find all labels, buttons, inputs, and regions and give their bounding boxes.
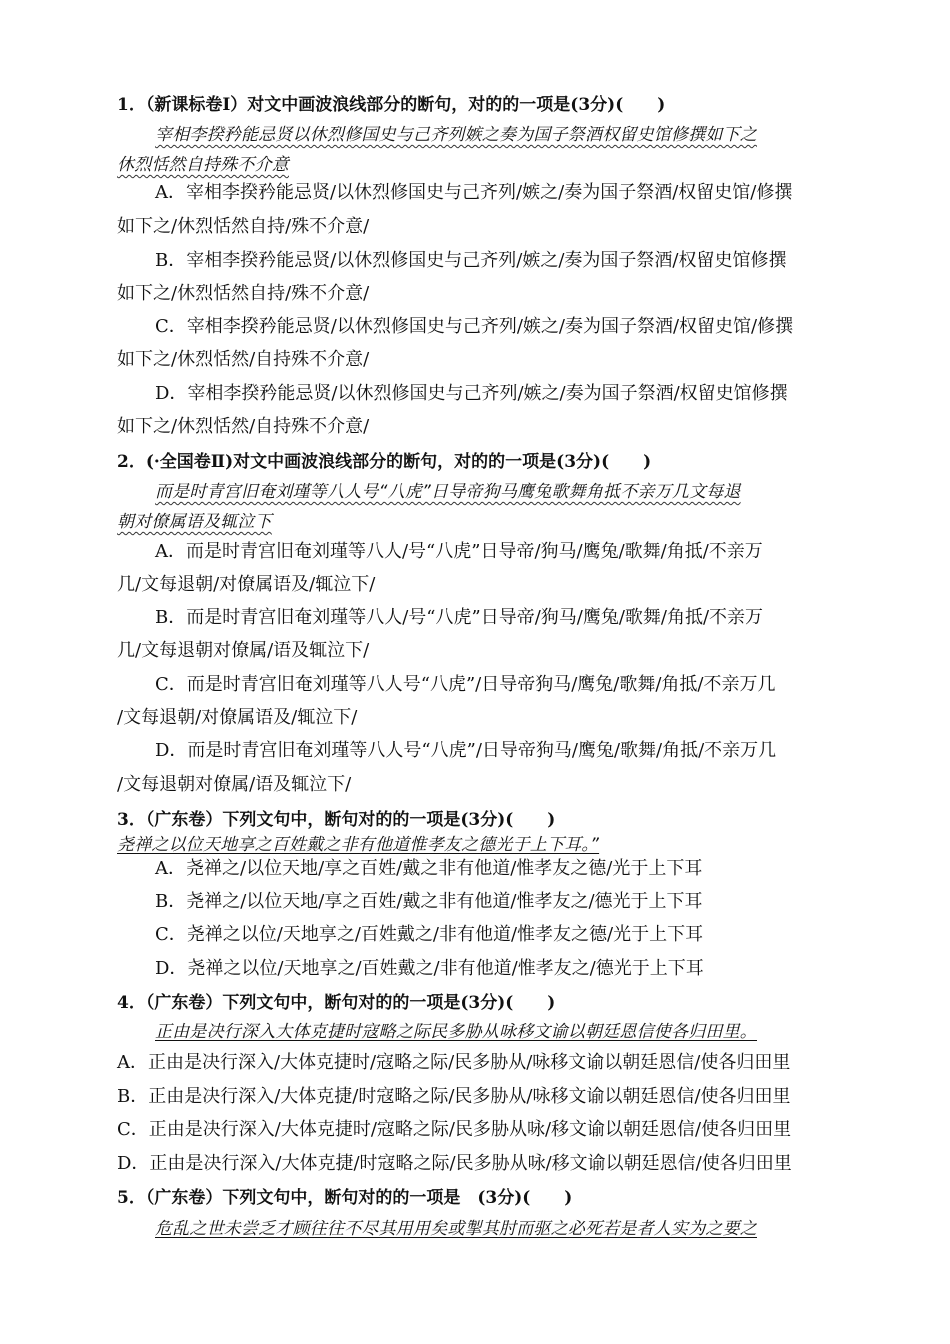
question-1-option-a-line-1[interactable]: A．宰相李揆矜能忌贤/以休烈修国史与己齐列/嫉之/奏为国子祭酒/权留史馆/修撰 xyxy=(155,182,793,203)
question-4-title: 4．（广东卷）下列文句中，断句对的的一项是(3分)( ) xyxy=(117,993,556,1013)
question-1-option-d-line-2[interactable]: 如下之/休烈恬然/自持殊不介意/ xyxy=(117,416,370,437)
question-3-option-c[interactable]: C．尧禅之以位/天地享之/百姓戴之/非有他道/惟孝友之德/光于上下耳 xyxy=(155,924,704,945)
question-5-title: 5．（广东卷）下列文句中，断句对的的一项是 (3分)( ) xyxy=(117,1188,573,1208)
question-1-option-c-line-2[interactable]: 如下之/休烈恬然/自持殊不介意/ xyxy=(117,349,370,370)
question-2-option-b-line-2[interactable]: 几/文每退朝对僚属/语及辄泣下/ xyxy=(117,640,370,661)
question-3-passage: 尧禅之以位天地享之百姓戴之非有他道惟孝友之德光于上下耳。” xyxy=(117,835,600,855)
question-2-option-c-line-2[interactable]: /文每退朝/对僚属语及/辄泣下/ xyxy=(117,707,358,728)
question-1-option-d-line-1[interactable]: D．宰相李揆矜能忌贤/以休烈修国史与己齐列/嫉之/奏为国子祭酒/权留史馆修撰 xyxy=(155,383,788,404)
question-2-option-a-line-2[interactable]: 几/文每退朝/对僚属语及/辄泣下/ xyxy=(117,574,376,595)
question-1-passage-line-1: 宰相李揆矜能忌贤以休烈修国史与己齐列嫉之奏为国子祭酒权留史馆修撰如下之 xyxy=(155,125,757,145)
question-3-title: 3．（广东卷）下列文句中，断句对的的一项是(3分)( ) xyxy=(117,810,556,830)
question-3-option-a[interactable]: A．尧禅之/以位天地/享之百姓/戴之非有他道/惟孝友之德/光于上下耳 xyxy=(155,858,703,879)
question-4-passage: 正由是决行深入大体克捷时寇略之际民多胁从咏移文谕以朝廷恩信使各归田里。 xyxy=(155,1022,757,1042)
question-2-title: 2．(·全国卷Ⅱ)对文中画波浪线部分的断句，对的的一项是(3分)( ) xyxy=(117,452,652,472)
question-1-title: 1．（新课标卷Ⅰ）对文中画波浪线部分的断句，对的的一项是(3分)( ) xyxy=(117,95,666,115)
question-4-option-b[interactable]: B．正由是决行深入/大体克捷/时寇略之际/民多胁从/咏移文谕以朝廷恩信/使各归田里 xyxy=(117,1086,791,1107)
question-4-option-d[interactable]: D．正由是决行深入/大体克捷/时寇略之际/民多胁从咏/移文谕以朝廷恩信/使各归田里 xyxy=(117,1153,792,1174)
question-2-option-d-line-1[interactable]: D．而是时青宫旧奄刘瑾等八人号“八虎”/日导帝狗马/鹰兔/歌舞/角抵/不亲万几 xyxy=(155,740,777,761)
question-4-option-a[interactable]: A．正由是决行深入/大体克捷时/寇略之际/民多胁从/咏移文谕以朝廷恩信/使各归田里 xyxy=(117,1052,791,1073)
question-2-option-a-line-1[interactable]: A．而是时青宫旧奄刘瑾等八人/号“八虎”日导帝/狗马/鹰兔/歌舞/角抵/不亲万 xyxy=(155,541,763,562)
question-1-passage-line-2: 休烈恬然自持殊不介意 xyxy=(117,155,289,175)
question-1-option-b-line-1[interactable]: B．宰相李揆矜能忌贤/以休烈修国史与己齐列/嫉之/奏为国子祭酒/权留史馆修撰 xyxy=(155,250,787,271)
question-2-option-b-line-1[interactable]: B．而是时青宫旧奄刘瑾等八人/号“八虎”日导帝/狗马/鹰兔/歌舞/角抵/不亲万 xyxy=(155,607,764,628)
question-4-option-c[interactable]: C．正由是决行深入/大体克捷时/寇略之际/民多胁从咏/移文谕以朝廷恩信/使各归田里 xyxy=(117,1119,792,1140)
question-2-option-c-line-1[interactable]: C．而是时青宫旧奄刘瑾等八人号“八虎”/日导帝狗马/鹰兔/歌舞/角抵/不亲万几 xyxy=(155,674,776,695)
question-1-option-a-line-2[interactable]: 如下之/休烈恬然自持/殊不介意/ xyxy=(117,216,370,237)
question-2-passage-line-1: 而是时青宫旧奄刘瑾等八人号“八虎”日导帝狗马鹰兔歌舞角抵不亲万几文每退 xyxy=(155,482,741,502)
question-3-option-d[interactable]: D．尧禅之以位/天地享之/百姓戴之/非有他道/惟孝友之/德光于上下耳 xyxy=(155,958,704,979)
question-2-passage-line-2: 朝对僚属语及辄泣下 xyxy=(117,512,272,532)
question-3-option-b[interactable]: B．尧禅之/以位天地/享之百姓/戴之非有他道/惟孝友之/德光于上下耳 xyxy=(155,891,703,912)
question-5-passage: 危乱之世未尝乏才顾往往不尽其用用矣或掣其肘而驱之必死若是者人实为之要之 xyxy=(155,1219,757,1239)
question-1-option-b-line-2[interactable]: 如下之/休烈恬然自持/殊不介意/ xyxy=(117,283,370,304)
question-1-option-c-line-1[interactable]: C．宰相李揆矜能忌贤/以休烈修国史与己齐列/嫉之/奏为国子祭酒/权留史馆/修撰 xyxy=(155,316,794,337)
question-2-option-d-line-2[interactable]: /文每退朝对僚属/语及辄泣下/ xyxy=(117,774,352,795)
